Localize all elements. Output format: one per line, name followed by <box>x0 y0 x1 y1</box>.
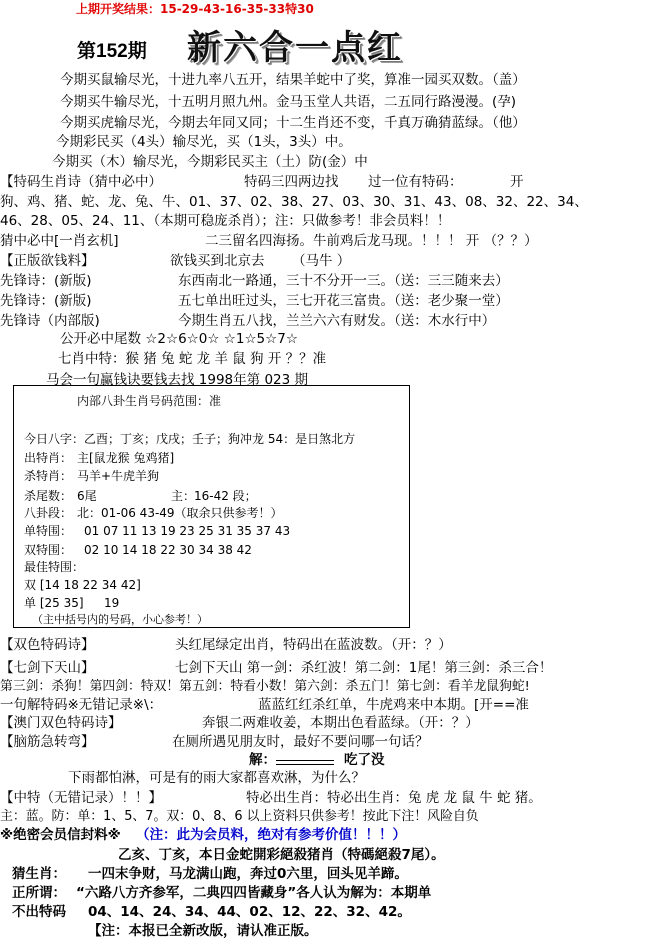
qijian-line2: 第三剑：杀狗！第四剑：特双！第五剑：特看小数！第六剑：杀五门！第七剑：看羊龙鼠狗蛇! <box>0 679 530 694</box>
box-single-label: 单特围： <box>24 524 73 538</box>
inner-bagua-box <box>13 385 410 628</box>
box-te-value: 主[鼠龙猴 兔鸡猪] <box>77 451 175 465</box>
intro-line-4: 今期彩民买（4头）输尽光，买（1头，3头）中。 <box>56 134 352 150</box>
box-title: 内部八卦生肖号码范围：准 <box>77 394 222 408</box>
shuangse-label: 【双色特码诗】 <box>0 637 95 653</box>
box-main-value: 16-42 段； <box>194 489 257 503</box>
box-double-value: 02 10 14 18 22 30 34 38 42 <box>84 543 252 557</box>
box-note: （主中括号内的号码，小心参考！） <box>32 613 208 626</box>
box-double-label: 双特围： <box>24 543 73 557</box>
kill-line: 乙亥、丁亥，本日金蛇開彩絕殺猪肖（特碼絕殺7尾）。 <box>118 847 445 863</box>
zheng-label: 正所谓： <box>12 885 66 901</box>
issue-number: 第152期 <box>77 41 147 62</box>
zhengban-answer: （马牛 ） <box>292 253 351 269</box>
tema-line2: 46、28、05、24、11、（本期可稳庞杀肖）；注：只做参考！非会员料！！ <box>0 213 451 229</box>
guess-text: 二三留名四海扬。牛前鸡后龙马现。！！！ 开 （？？） <box>205 233 538 249</box>
box-bagua-value: 北：01-06 43-49（取余只供参考！） <box>77 506 283 520</box>
no-text: 04、14、24、34、44、02、12、22、32、42。 <box>88 904 411 920</box>
box-best-double: 双 [14 18 22 34 42] <box>24 578 141 592</box>
vanguard-label-1: 先锋诗：(新版) <box>0 273 92 289</box>
box-te-label: 出特肖： <box>24 451 73 465</box>
riddle: 下雨都怕淋，可是有的雨大家都喜欢淋，为什么？ <box>68 770 365 786</box>
tema-mid: 特码三四两边找 <box>244 174 339 190</box>
seven-zodiac: 七肖中特：猴 猪 兔 蛇 龙 羊 鼠 狗 开 ？？准 <box>58 351 327 367</box>
tema-label: 【特码生肖诗（猜中必中） <box>0 174 162 190</box>
tail-numbers: 公开必中尾数 ☆2☆6☆0☆ ☆1☆5☆7☆ <box>60 331 298 347</box>
yiju-label: 一句解特码※无错记录※\： <box>0 697 163 713</box>
guess-label: 猜中必中[一肖玄机] <box>0 233 119 249</box>
zheng-text: “六路八方齐参军，二典四四皆藏身”各人认为解为：本期单 <box>76 885 432 901</box>
shuangse-text: 头红尾绿定出肖，特码出在蓝波数。（开：？） <box>175 637 452 653</box>
box-best-single-a: 单 [25 35] <box>24 596 84 610</box>
yiju-text: 蓝蓝红红杀红单，牛虎鸡来中本期。[开==准 <box>258 697 529 713</box>
page-title: 新六合一点红 <box>187 28 403 68</box>
box-best-single-b: 19 <box>104 596 120 610</box>
cai-text: 一四末争财，马龙满山跑，奔过0六里，回头见羊蹄。 <box>88 866 408 882</box>
tema-right-open: 开 <box>510 174 524 190</box>
vanguard-label-3: 先锋诗（内部版) <box>0 313 100 329</box>
intro-line-2: 今期买牛输尽光，十五明月照九州。金马玉堂人共语，二五同行路漫漫。(孕) <box>60 94 517 110</box>
tema-animals: 狗、鸡、猪、蛇、龙、兔、牛、01、37、02、38、27、03、30、31、43、08、32、22、34、 <box>0 194 588 210</box>
vip-text: （注：此为会员料，绝对有参考价值！！！） <box>136 827 406 843</box>
zhengban-text: 欲钱买到北京去 <box>170 253 265 269</box>
horse-phrase: 马会一句赢钱诀要钱去找 1998年第 023 期 <box>46 372 308 388</box>
cai-label: 猜生肖： <box>12 866 66 882</box>
qijian-text: 七剑下天山 第一剑：杀红波！第二剑：1尾！第三剑：杀三合！ <box>175 660 553 676</box>
jie-divider <box>276 760 334 765</box>
no-label: 不出特码 <box>12 904 66 920</box>
box-kill-value: 马羊+牛虎羊狗 <box>77 469 160 483</box>
qijian-label: 【七剑下天山】 <box>0 660 95 676</box>
box-best-label: 最佳特围： <box>24 560 85 574</box>
box-bagua-label: 八卦段： <box>24 506 73 520</box>
box-kill-label: 杀特肖： <box>24 469 73 483</box>
jie-prefix: 解： <box>249 752 276 768</box>
vanguard-text-1: 东西南北一路通，三十不分开一三。（送：三三随来去） <box>178 273 509 289</box>
intro-line-3: 今期买虎输尽光，今期去年同又同；十二生肖还不变，千真万确猜蓝绿。（他） <box>60 115 526 131</box>
intro-line-1: 今期买鼠输尽光，十进九率八五开，结果羊蛇中了奖，算准一园买双数。（盖） <box>60 72 526 88</box>
intro-line-5: 今期买（木）输尽光，今期彩民买主（土）防(金）中 <box>52 154 368 170</box>
box-single-value: 01 07 11 13 19 23 25 31 35 37 43 <box>84 524 291 538</box>
zhu-line: 主：蓝。防：单：1、5、7。双：0、8、6 以上资料只供参考！按此下注！风险自负 <box>0 809 479 824</box>
box-tail-label: 杀尾数： <box>24 489 73 503</box>
aomen-text: 奔银二两难收姜，本期出色看蓝绿。（开：？） <box>202 715 479 731</box>
aomen-label: 【澳门双色特码诗】 <box>0 715 122 731</box>
naojin-text: 在厕所遇见朋友时，最好不要问哪一句话？ <box>172 734 429 750</box>
tema-right: 过一位有特码： <box>368 174 463 190</box>
box-main-label: 主： <box>171 489 196 503</box>
box-bazi: 今日八字：乙酉；丁亥；戊戌；壬子；狗冲龙 54：是日煞北方 <box>24 432 356 446</box>
notice: 【注：本报已全新改版，请认准正版。 <box>88 923 318 939</box>
vanguard-label-2: 先锋诗：(新版) <box>0 293 92 309</box>
vip-prefix: ※绝密会员信封料※ <box>0 827 121 843</box>
zhengban-label: 【正版欲钱料】 <box>0 253 95 269</box>
zhongte-text: 特必出生肖：特必出生肖：兔 虎 龙 鼠 牛 蛇 猪。 <box>246 790 542 806</box>
box-tail-value: 6尾 <box>77 489 97 503</box>
vanguard-text-2: 五七单出旺过头，三七开花三富贵。（送：老少聚一堂） <box>178 293 509 309</box>
jie-text: 吃了没 <box>344 752 385 768</box>
zhongte-label: 【中特（无错记录）！！】 <box>0 790 162 806</box>
last-result: 上期开奖结果：15-29-43-16-35-33特30 <box>76 2 314 16</box>
naojin-label: 【脑筋急转弯】 <box>0 734 95 750</box>
vanguard-text-3: 今期生肖五八找，兰兰六六有财发。（送：木水行中） <box>178 313 496 329</box>
